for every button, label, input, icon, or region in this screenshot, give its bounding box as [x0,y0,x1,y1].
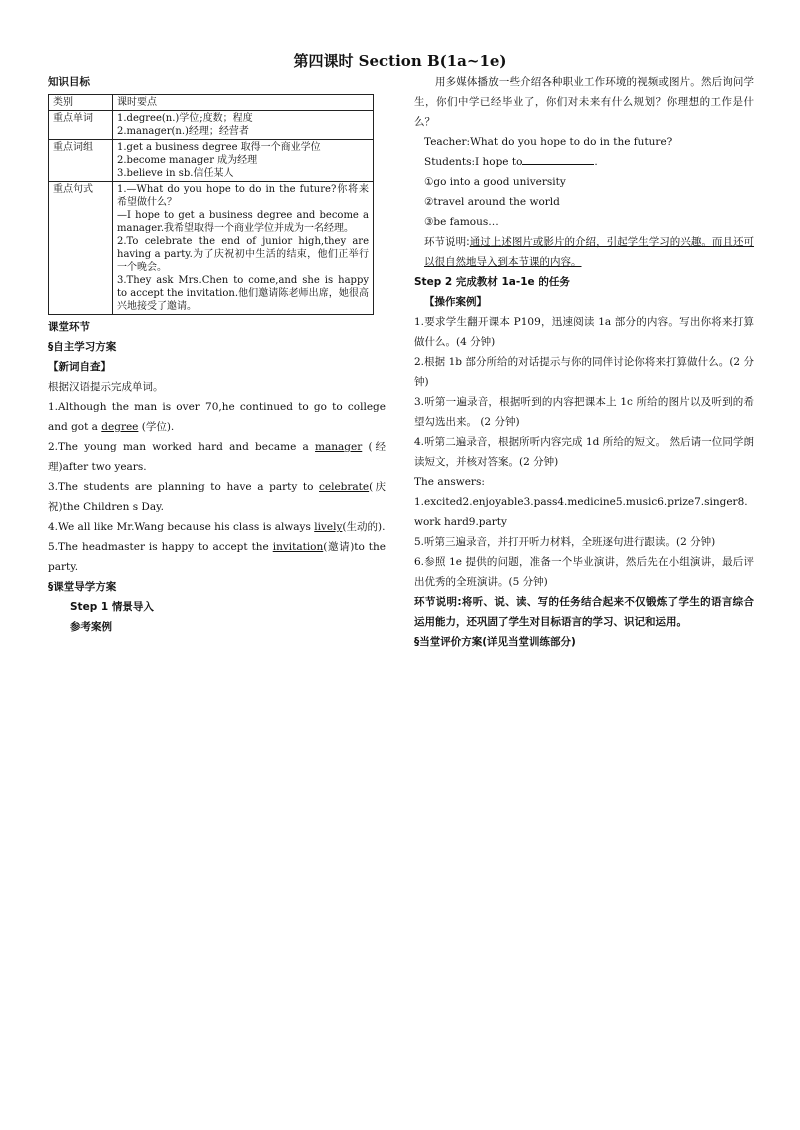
evaluation-heading: §当堂评价方案(详见当堂训练部分) [414,636,576,648]
point-line: —I hope to get a business degree and become a manager.我希望取得一个商业学位并成为一名经理。 [117,210,369,234]
intro-paragraph: 用多媒体播放一些介绍各种职业工作环境的视频或图片。然后询问学生，你们中学已经毕业了，你们对未来有什么规划？你理想的工作是什么？ [414,76,754,128]
point-line: 2.become manager 成为经理 [117,155,258,166]
teacher-line: Teacher:What do you hope to do in the future? [424,136,673,148]
option-item: ②travel around the world [424,196,560,208]
point-line: 1.—What do you hope to do in the future?你将来希望做什么？ [117,184,369,208]
answer-word: celebrate [319,481,370,493]
point-line: 1.degree(n.)学位;度数；程度 [117,113,253,124]
instruction: 根据汉语提示完成单词。 [48,381,164,393]
exercise-item: 2.The young man worked hard and became a manager (经理)after two years. [48,441,386,473]
reference-heading: 参考案例 [70,621,112,633]
task-item: 5.听第三遍录音，并打开听力材料，全班逐句进行跟读。(2 分钟) [414,536,716,548]
students-line: Students:I hope to . [414,152,754,172]
table-header-row [49,95,374,111]
table-row [49,182,374,315]
exercise-item: 4.We all like Mr.Wang because his class is always lively(生动的). [48,521,386,533]
points-cell [113,111,374,140]
points-cell [113,140,374,182]
category-cell: 重点词组 [49,140,113,182]
knowledge-heading: 知识目标 [48,76,90,88]
task-item: 6.参照 1e 提供的问题，准备一个毕业演讲，然后先在小组演讲，最后评出优秀的全班演讲。(5 分钟) [414,556,754,588]
answer-word: invitation [272,541,324,553]
point-line: 3.believe in sb.信任某人 [117,168,234,179]
self-study-heading: §自主学习方案 [48,341,117,353]
option-item: ①go into a good university [424,176,566,188]
section-note-bold: 环节说明:将听、说、读、写的任务结合起来不仅锻炼了学生的语言综合运用能力，还巩固了学生对目标语言的学习、识记和运用。 [414,596,754,628]
task-item: 2.根据 1b 部分所给的对话提示与你的同伴讨论你将来打算做什么。(2 分钟) [414,356,754,388]
step2-heading: Step 2 完成教材 1a-1e 的任务 [414,276,570,288]
point-line: 2.manager(n.)经理；经营者 [117,126,249,137]
point-line: 1.get a business degree 取得一个商业学位 [117,142,321,153]
table-header-cell: 类别 [49,95,113,111]
operation-heading: 【操作案例】 [424,296,487,308]
exercise-item: 5.The headmaster is happy to accept the invitation(邀请)to the party. [48,541,386,573]
step1-heading: Step 1 情景导入 [70,601,154,613]
knowledge-table [48,94,374,315]
table-row [49,111,374,140]
task-item: 1.要求学生翻开课本 P109，迅速阅读 1a 部分的内容。写出你将来打算做什么。(4 分钟) [414,316,754,348]
task-item: 3.听第一遍录音，根据听到的内容把课本上 1c 所给的图片以及听到的希望勾选出来。 (2 分钟) [414,396,754,428]
answer-word: degree [101,421,139,433]
guide-heading: §课堂导学方案 [48,581,117,593]
category-cell: 重点单词 [49,111,113,140]
category-cell: 重点句式 [49,182,113,315]
answers-text: 1.excited2.enjoyable3.pass4.medicine5.music6.prize7.singer8.work hard9.party [414,496,748,528]
option-item: ③be famous… [424,216,499,228]
exercise-item: 3.The students are planning to have a party to celebrate(庆祝)the Children s Day. [48,481,386,513]
answer-blank [522,152,594,165]
answer-word: lively [314,521,343,533]
page-title: 第四课时 Section B(1a~1e) [293,52,507,70]
section-note: 环节说明:通过上述图片或影片的介绍，引起学生学习的兴趣。而且还可以很自然地导入到本节课的内容。 [424,236,755,268]
right-column [414,72,754,652]
table-header-cell: 课时要点 [113,95,374,111]
table-row [49,140,374,182]
exercise-item: 1.Although the man is over 70,he continued to go to college and got a degree (学位). [48,401,386,433]
new-words-heading: 【新词自查】 [48,361,111,373]
class-heading: 课堂环节 [48,321,90,333]
point-line: 3.They ask Mrs.Chen to come,and she is happy to accept the invitation.他们邀请陈老师出席，她很高兴地接受了邀请。 [117,275,369,312]
point-line: 2.To celebrate the end of junior high,they are having a party.为了庆祝初中生活的结束，他们正举行一个晚会。 [117,236,369,273]
points-cell [113,182,374,315]
left-column [48,72,386,637]
task-item: 4.听第二遍录音，根据所听内容完成 1d 所给的短文。 然后请一位同学朗读短文，并核对答案。(2 分钟) [414,436,754,468]
answer-word: manager [315,441,363,453]
answers-label: The answers: [414,476,485,488]
